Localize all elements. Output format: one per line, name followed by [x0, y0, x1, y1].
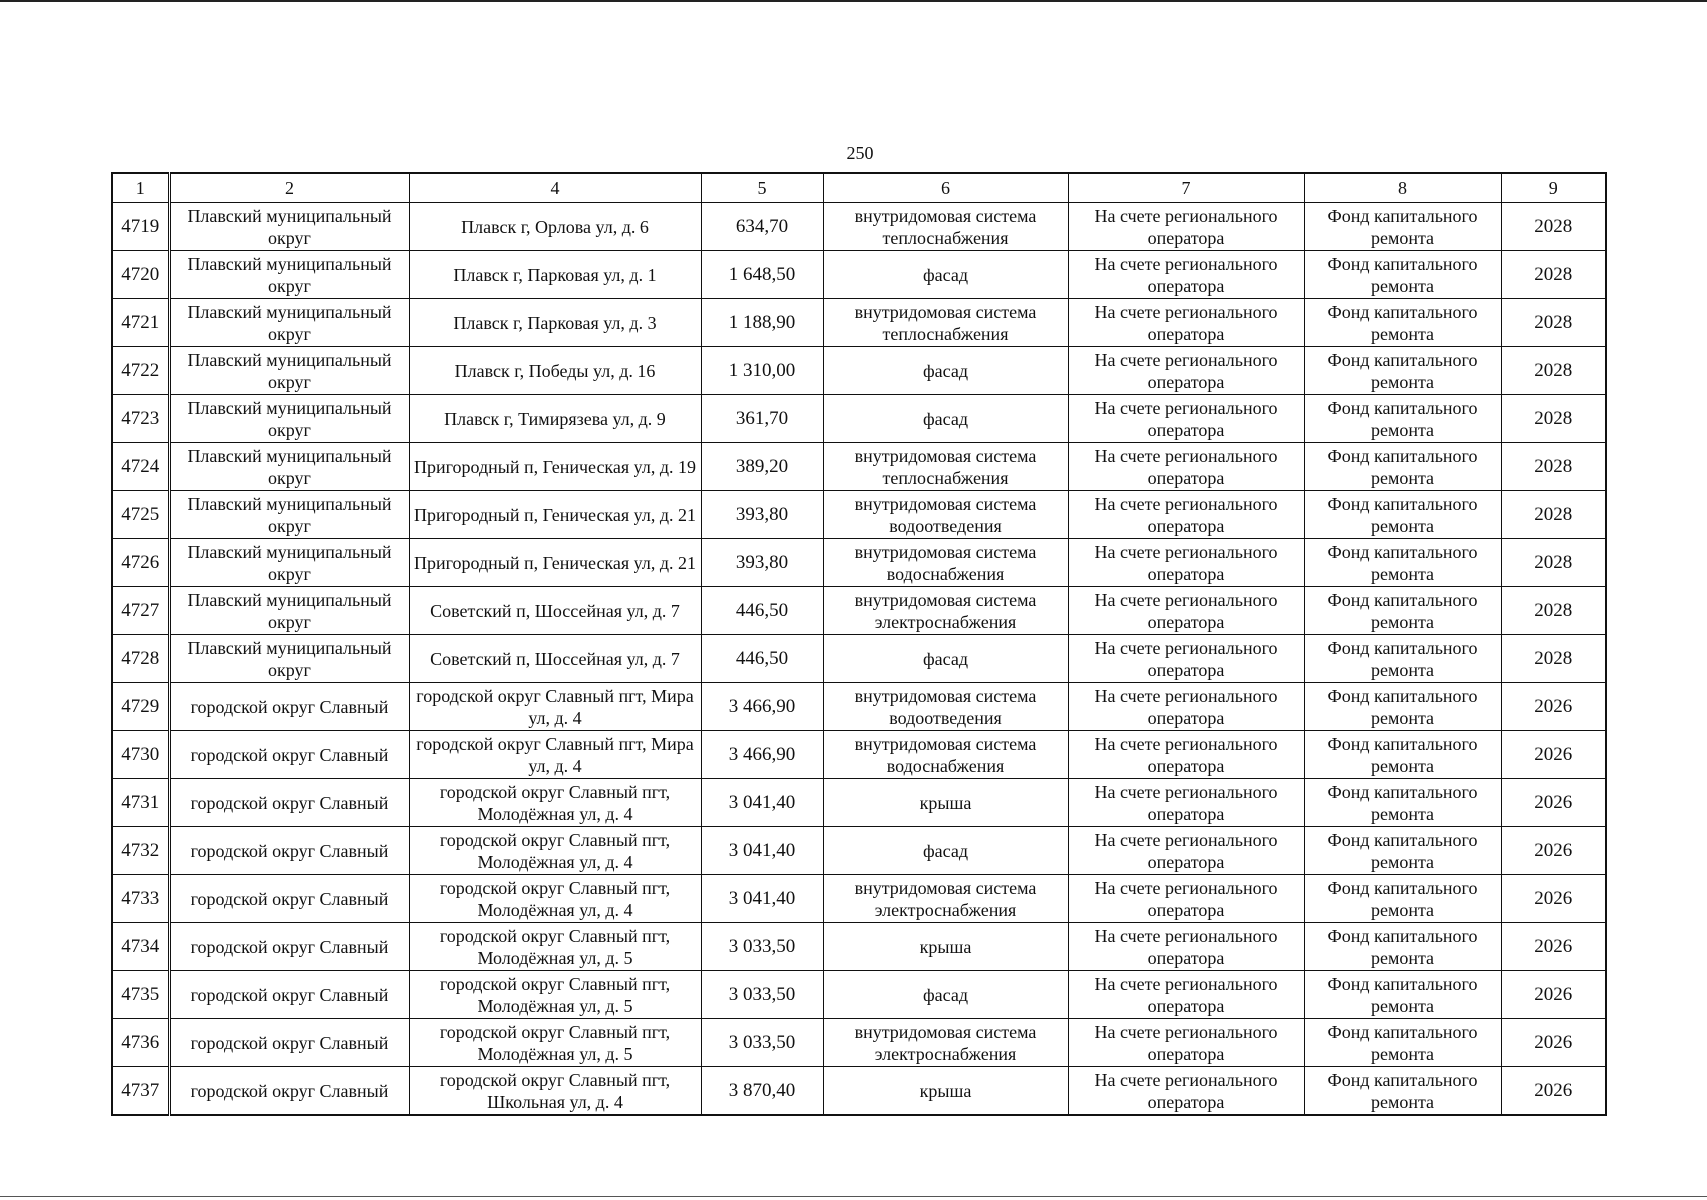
account-method-cell: На счете регионального оператора: [1068, 443, 1304, 491]
municipality-cell: городской округ Славный: [169, 875, 409, 923]
year-cell: 2026: [1501, 731, 1606, 779]
row-number-cell: 4724: [112, 443, 169, 491]
table-row: [112, 587, 1606, 635]
work-type-cell: фасад: [823, 971, 1068, 1019]
area-value-cell: 3 870,40: [701, 1067, 823, 1116]
address-cell: городской округ Славный пгт, Молодёжная ул, д. 4: [409, 875, 701, 923]
register-table: [111, 172, 1607, 1116]
work-type-cell: фасад: [823, 827, 1068, 875]
row-number-cell: 4725: [112, 491, 169, 539]
area-value-cell: 3 466,90: [701, 683, 823, 731]
address-cell: Плавск г, Тимирязева ул, д. 9: [409, 395, 701, 443]
account-method-cell: На счете регионального оператора: [1068, 923, 1304, 971]
area-value-cell: 361,70: [701, 395, 823, 443]
page-top-border: [0, 0, 1707, 2]
funding-source-cell: Фонд капитального ремонта: [1304, 347, 1501, 395]
account-method-cell: На счете регионального оператора: [1068, 587, 1304, 635]
year-cell: 2028: [1501, 347, 1606, 395]
municipality-cell: Плавский муниципальный округ: [169, 347, 409, 395]
row-number-cell: 4734: [112, 923, 169, 971]
row-number-cell: 4722: [112, 347, 169, 395]
municipality-cell: городской округ Славный: [169, 683, 409, 731]
funding-source-cell: Фонд капитального ремонта: [1304, 1019, 1501, 1067]
account-method-cell: На счете регионального оператора: [1068, 491, 1304, 539]
page-number: 250: [846, 143, 874, 163]
account-method-cell: На счете регионального оператора: [1068, 299, 1304, 347]
work-type-cell: крыша: [823, 1067, 1068, 1116]
funding-source-cell: Фонд капитального ремонта: [1304, 443, 1501, 491]
funding-source-cell: Фонд капитального ремонта: [1304, 923, 1501, 971]
year-cell: 2026: [1501, 1019, 1606, 1067]
column-header: 9: [1501, 173, 1606, 203]
address-cell: Плавск г, Парковая ул, д. 3: [409, 299, 701, 347]
work-type-cell: внутридомовая система водоснабжения: [823, 539, 1068, 587]
work-type-cell: внутридомовая система водоотведения: [823, 683, 1068, 731]
work-type-cell: фасад: [823, 635, 1068, 683]
municipality-cell: городской округ Славный: [169, 971, 409, 1019]
work-type-cell: фасад: [823, 251, 1068, 299]
account-method-cell: На счете регионального оператора: [1068, 875, 1304, 923]
funding-source-cell: Фонд капитального ремонта: [1304, 827, 1501, 875]
row-number-cell: 4728: [112, 635, 169, 683]
row-number-cell: 4727: [112, 587, 169, 635]
table-row: [112, 1019, 1606, 1067]
address-cell: городской округ Славный пгт, Молодёжная ул, д. 5: [409, 923, 701, 971]
area-value-cell: 3 466,90: [701, 731, 823, 779]
table-row: [112, 251, 1606, 299]
account-method-cell: На счете регионального оператора: [1068, 251, 1304, 299]
account-method-cell: На счете регионального оператора: [1068, 683, 1304, 731]
work-type-cell: крыша: [823, 779, 1068, 827]
account-method-cell: На счете регионального оператора: [1068, 827, 1304, 875]
account-method-cell: На счете регионального оператора: [1068, 1019, 1304, 1067]
year-cell: 2026: [1501, 683, 1606, 731]
column-header: 4: [409, 173, 701, 203]
table-row: [112, 827, 1606, 875]
account-method-cell: На счете регионального оператора: [1068, 203, 1304, 251]
work-type-cell: внутридомовая система водоснабжения: [823, 731, 1068, 779]
year-cell: 2026: [1501, 1067, 1606, 1116]
area-value-cell: 1 648,50: [701, 251, 823, 299]
column-header: 1: [112, 173, 169, 203]
address-cell: Советский п, Шоссейная ул, д. 7: [409, 587, 701, 635]
work-type-cell: фасад: [823, 395, 1068, 443]
address-cell: городской округ Славный пгт, Школьная ул, д. 4: [409, 1067, 701, 1116]
work-type-cell: внутридомовая система теплоснабжения: [823, 203, 1068, 251]
area-value-cell: 389,20: [701, 443, 823, 491]
row-number-cell: 4720: [112, 251, 169, 299]
row-number-cell: 4736: [112, 1019, 169, 1067]
year-cell: 2028: [1501, 395, 1606, 443]
work-type-cell: фасад: [823, 347, 1068, 395]
address-cell: городской округ Славный пгт, Молодёжная ул, д. 5: [409, 1019, 701, 1067]
area-value-cell: 3 033,50: [701, 971, 823, 1019]
year-cell: 2028: [1501, 587, 1606, 635]
row-number-cell: 4730: [112, 731, 169, 779]
address-cell: городской округ Славный пгт, Мира ул, д. 4: [409, 731, 701, 779]
column-header: 2: [169, 173, 409, 203]
address-cell: Советский п, Шоссейная ул, д. 7: [409, 635, 701, 683]
address-cell: городской округ Славный пгт, Молодёжная ул, д. 5: [409, 971, 701, 1019]
area-value-cell: 1 188,90: [701, 299, 823, 347]
year-cell: 2028: [1501, 491, 1606, 539]
account-method-cell: На счете регионального оператора: [1068, 635, 1304, 683]
area-value-cell: 634,70: [701, 203, 823, 251]
address-cell: Плавск г, Победы ул, д. 16: [409, 347, 701, 395]
column-header: 8: [1304, 173, 1501, 203]
row-number-cell: 4737: [112, 1067, 169, 1116]
funding-source-cell: Фонд капитального ремонта: [1304, 491, 1501, 539]
area-value-cell: 3 033,50: [701, 923, 823, 971]
year-cell: 2026: [1501, 779, 1606, 827]
municipality-cell: городской округ Славный: [169, 731, 409, 779]
municipality-cell: городской округ Славный: [169, 1019, 409, 1067]
row-number-cell: 4726: [112, 539, 169, 587]
municipality-cell: Плавский муниципальный округ: [169, 491, 409, 539]
row-number-cell: 4721: [112, 299, 169, 347]
year-cell: 2028: [1501, 251, 1606, 299]
address-cell: городской округ Славный пгт, Мира ул, д. 4: [409, 683, 701, 731]
table-row: [112, 731, 1606, 779]
municipality-cell: городской округ Славный: [169, 779, 409, 827]
funding-source-cell: Фонд капитального ремонта: [1304, 587, 1501, 635]
table-row: [112, 779, 1606, 827]
table-body: [112, 203, 1606, 1116]
address-cell: Пригородный п, Геническая ул, д. 19: [409, 443, 701, 491]
header-row: [112, 173, 1606, 203]
account-method-cell: На счете регионального оператора: [1068, 395, 1304, 443]
area-value-cell: 3 033,50: [701, 1019, 823, 1067]
funding-source-cell: Фонд капитального ремонта: [1304, 635, 1501, 683]
municipality-cell: городской округ Славный: [169, 1067, 409, 1116]
account-method-cell: На счете регионального оператора: [1068, 731, 1304, 779]
address-cell: городской округ Славный пгт, Молодёжная ул, д. 4: [409, 827, 701, 875]
work-type-cell: внутридомовая система теплоснабжения: [823, 299, 1068, 347]
table-row: [112, 395, 1606, 443]
municipality-cell: Плавский муниципальный округ: [169, 299, 409, 347]
area-value-cell: 3 041,40: [701, 875, 823, 923]
funding-source-cell: Фонд капитального ремонта: [1304, 251, 1501, 299]
table-row: [112, 299, 1606, 347]
table-row: [112, 491, 1606, 539]
area-value-cell: 446,50: [701, 635, 823, 683]
table-row: [112, 203, 1606, 251]
funding-source-cell: Фонд капитального ремонта: [1304, 875, 1501, 923]
municipality-cell: Плавский муниципальный округ: [169, 251, 409, 299]
year-cell: 2028: [1501, 299, 1606, 347]
table-row: [112, 971, 1606, 1019]
municipality-cell: Плавский муниципальный округ: [169, 443, 409, 491]
address-cell: Пригородный п, Геническая ул, д. 21: [409, 539, 701, 587]
table-row: [112, 347, 1606, 395]
municipality-cell: городской округ Славный: [169, 827, 409, 875]
address-cell: Плавск г, Парковая ул, д. 1: [409, 251, 701, 299]
row-number-cell: 4729: [112, 683, 169, 731]
municipality-cell: Плавский муниципальный округ: [169, 635, 409, 683]
address-cell: городской округ Славный пгт, Молодёжная ул, д. 4: [409, 779, 701, 827]
year-cell: 2028: [1501, 203, 1606, 251]
account-method-cell: На счете регионального оператора: [1068, 539, 1304, 587]
funding-source-cell: Фонд капитального ремонта: [1304, 395, 1501, 443]
row-number-cell: 4723: [112, 395, 169, 443]
year-cell: 2028: [1501, 539, 1606, 587]
area-value-cell: 1 310,00: [701, 347, 823, 395]
year-cell: 2026: [1501, 923, 1606, 971]
area-value-cell: 3 041,40: [701, 827, 823, 875]
table-row: [112, 923, 1606, 971]
table-row: [112, 635, 1606, 683]
account-method-cell: На счете регионального оператора: [1068, 347, 1304, 395]
work-type-cell: внутридомовая система электроснабжения: [823, 1019, 1068, 1067]
area-value-cell: 3 041,40: [701, 779, 823, 827]
row-number-cell: 4733: [112, 875, 169, 923]
row-number-cell: 4719: [112, 203, 169, 251]
funding-source-cell: Фонд капитального ремонта: [1304, 779, 1501, 827]
year-cell: 2026: [1501, 971, 1606, 1019]
table-row: [112, 539, 1606, 587]
area-value-cell: 393,80: [701, 539, 823, 587]
funding-source-cell: Фонд капитального ремонта: [1304, 731, 1501, 779]
funding-source-cell: Фонд капитального ремонта: [1304, 539, 1501, 587]
page-bottom-border: [0, 1196, 1707, 1197]
year-cell: 2026: [1501, 827, 1606, 875]
funding-source-cell: Фонд капитального ремонта: [1304, 203, 1501, 251]
table-row: [112, 1067, 1606, 1116]
funding-source-cell: Фонд капитального ремонта: [1304, 299, 1501, 347]
row-number-cell: 4732: [112, 827, 169, 875]
municipality-cell: Плавский муниципальный округ: [169, 203, 409, 251]
funding-source-cell: Фонд капитального ремонта: [1304, 971, 1501, 1019]
table-row: [112, 443, 1606, 491]
area-value-cell: 446,50: [701, 587, 823, 635]
municipality-cell: Плавский муниципальный округ: [169, 539, 409, 587]
account-method-cell: На счете регионального оператора: [1068, 779, 1304, 827]
row-number-cell: 4735: [112, 971, 169, 1019]
year-cell: 2028: [1501, 443, 1606, 491]
column-header: 5: [701, 173, 823, 203]
municipality-cell: городской округ Славный: [169, 923, 409, 971]
table-row: [112, 683, 1606, 731]
address-cell: Плавск г, Орлова ул, д. 6: [409, 203, 701, 251]
funding-source-cell: Фонд капитального ремонта: [1304, 1067, 1501, 1116]
table-row: [112, 875, 1606, 923]
account-method-cell: На счете регионального оператора: [1068, 1067, 1304, 1116]
column-header: 6: [823, 173, 1068, 203]
work-type-cell: внутридомовая система водоотведения: [823, 491, 1068, 539]
year-cell: 2028: [1501, 635, 1606, 683]
work-type-cell: внутридомовая система теплоснабжения: [823, 443, 1068, 491]
work-type-cell: внутридомовая система электроснабжения: [823, 587, 1068, 635]
area-value-cell: 393,80: [701, 491, 823, 539]
municipality-cell: Плавский муниципальный округ: [169, 395, 409, 443]
address-cell: Пригородный п, Геническая ул, д. 21: [409, 491, 701, 539]
account-method-cell: На счете регионального оператора: [1068, 971, 1304, 1019]
work-type-cell: внутридомовая система электроснабжения: [823, 875, 1068, 923]
municipality-cell: Плавский муниципальный округ: [169, 587, 409, 635]
column-header: 7: [1068, 173, 1304, 203]
row-number-cell: 4731: [112, 779, 169, 827]
funding-source-cell: Фонд капитального ремонта: [1304, 683, 1501, 731]
work-type-cell: крыша: [823, 923, 1068, 971]
year-cell: 2026: [1501, 875, 1606, 923]
